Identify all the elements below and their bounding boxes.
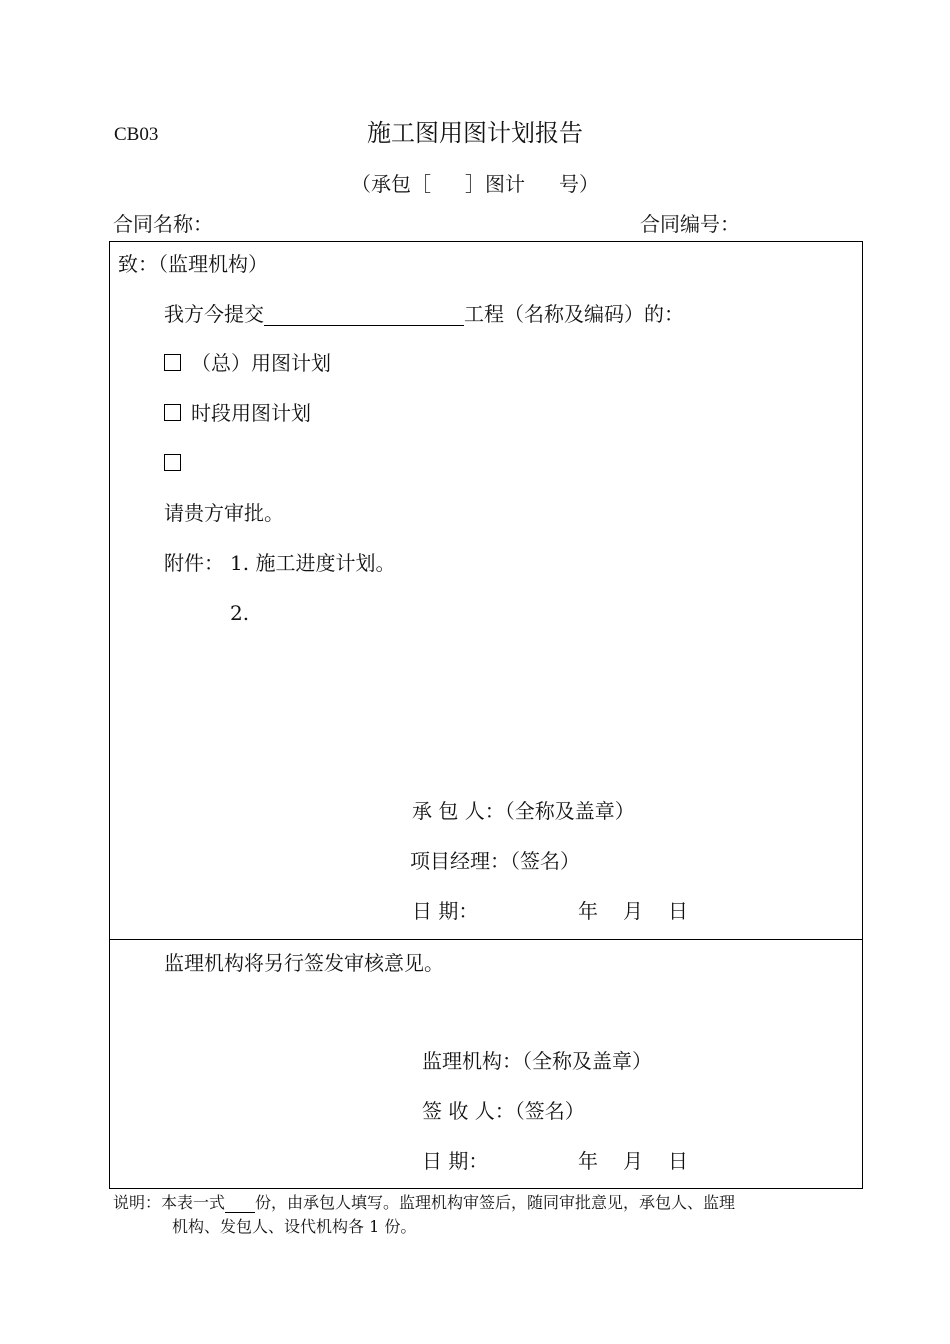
- submission-date-day: 日: [668, 899, 688, 923]
- supervision-org-label: 监理机构：（全称及盖章）: [422, 1049, 652, 1073]
- submission-date-month: 月: [623, 899, 643, 923]
- contract-number-label: 合同编号：: [640, 212, 740, 236]
- supervision-notice: 监理机构将另行签发审核意见。: [164, 951, 444, 975]
- note-suffix: 份，由承包人填写。监理机构审签后，随同审批意见，承包人、监理: [255, 1193, 736, 1212]
- attachment-item-1: 1. 施工进度计划。: [230, 551, 396, 575]
- form-code: CB03: [114, 124, 159, 145]
- checkbox-icon[interactable]: [164, 454, 181, 471]
- option-label: 时段用图计划: [191, 401, 311, 425]
- checkbox-icon[interactable]: [164, 404, 181, 421]
- contract-name-label: 合同名称：: [113, 212, 213, 236]
- subtitle-prefix: （承包［: [351, 172, 431, 196]
- supervision-date-day: 日: [668, 1149, 688, 1173]
- intro-prefix: 我方今提交: [164, 302, 264, 326]
- request-text: 请贵方审批。: [164, 501, 284, 525]
- note-prefix: 说明：本表一式: [113, 1193, 226, 1212]
- submission-section: [109, 241, 863, 940]
- manager-label: 项目经理：（签名）: [410, 849, 580, 873]
- subtitle-suffix: 号）: [559, 172, 599, 196]
- note-line-1: [113, 1193, 735, 1213]
- copies-blank[interactable]: [225, 1194, 255, 1213]
- attachments-label: 附件：: [164, 551, 224, 575]
- subtitle-mid: ］图计: [465, 172, 525, 196]
- submission-date-label: 日 期：: [412, 899, 479, 923]
- receiver-label: 签 收 人：（签名）: [422, 1099, 585, 1123]
- option-total-plan: [164, 351, 331, 375]
- note-line-2: 机构、发包人、设代机构各 1 份。: [172, 1217, 417, 1236]
- page-title: 施工图用图计划报告: [367, 119, 583, 147]
- supervision-date-year: 年: [578, 1149, 598, 1173]
- option-label: （总）用图计划: [191, 351, 331, 375]
- supervision-date-label: 日 期：: [422, 1149, 489, 1173]
- to-label: 致：（监理机构）: [118, 252, 268, 276]
- supervision-date-month: 月: [623, 1149, 643, 1173]
- subtitle: [0, 172, 950, 196]
- option-other: [164, 451, 191, 475]
- project-name-blank[interactable]: [264, 301, 464, 326]
- submission-date-year: 年: [578, 899, 598, 923]
- intro-suffix: 工程（名称及编码）的：: [464, 302, 684, 326]
- checkbox-icon[interactable]: [164, 354, 181, 371]
- contractor-label: 承 包 人：（全称及盖章）: [412, 799, 635, 823]
- option-period-plan: [164, 401, 311, 425]
- attachment-item-2: 2.: [230, 601, 250, 625]
- intro-line: [164, 301, 684, 326]
